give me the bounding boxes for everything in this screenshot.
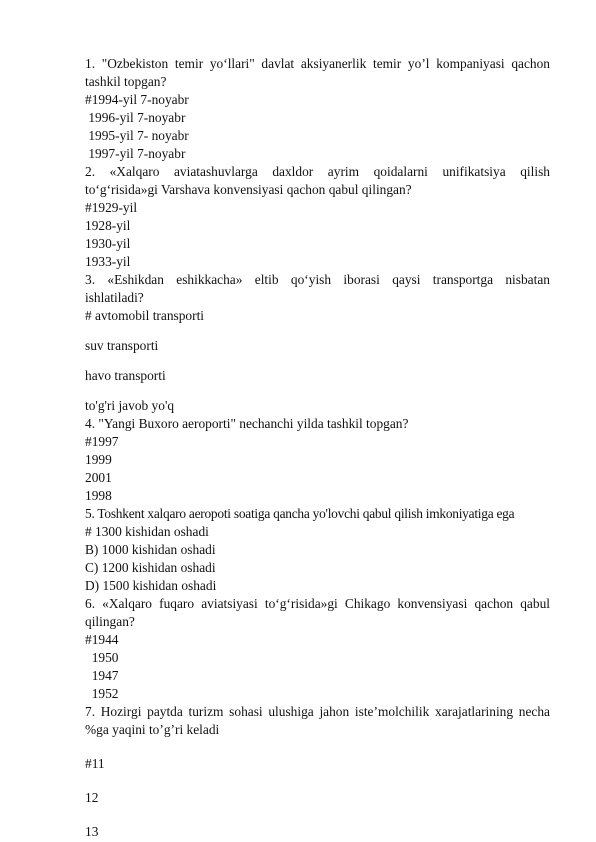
- question-2-text-cont: to‘g‘risida»gi Varshava konvensiyasi qachon qabul qilingan?: [85, 182, 412, 197]
- answer-line: 1995-yil 7- noyabr: [85, 128, 189, 143]
- answer-line: 1952: [85, 686, 119, 701]
- answer-line: #1997: [85, 434, 119, 449]
- answer-line: B) 1000 kishidan oshadi: [85, 542, 216, 557]
- answer-line: 12: [85, 790, 99, 805]
- question-6-text-cont: qilingan?: [85, 614, 135, 629]
- answer-line: 1930-yil: [85, 236, 131, 251]
- question-2-text: 2. «Xalqaro aviatashuvlarga daxldor ayrim qoidalarni unifikatsiya qilish: [85, 164, 550, 179]
- answer-line: to'g'ri javob yo'q: [85, 398, 175, 413]
- answer-line: suv transporti: [85, 338, 159, 353]
- answer-line: # avtomobil transporti: [85, 308, 205, 323]
- answer-line: 1997-yil 7-noyabr: [85, 146, 186, 161]
- question-7-text: 7. Hozirgi paytda turizm sohasi ulushiga jahon iste’molchilik xarajatlarining necha: [85, 704, 550, 719]
- answer-line: D) 1500 kishidan oshadi: [85, 578, 217, 593]
- answer-line: 1999: [85, 452, 112, 467]
- answer-line: havo transporti: [85, 368, 166, 383]
- question-3-text: 3. «Eshikdan eshikkacha» eltib qo‘yish iborasi qaysi transportga nisbatan: [85, 272, 550, 287]
- answer-line: 1998: [85, 488, 112, 503]
- question-7-text-cont: %ga yaqini to’g’ri keladi: [85, 722, 220, 737]
- answer-line: C) 1200 kishidan oshadi: [85, 560, 216, 575]
- answer-line: 2001: [85, 470, 112, 485]
- answer-line: 13: [85, 824, 99, 839]
- answer-line: #1944: [85, 632, 119, 647]
- answer-line: 1950: [85, 650, 119, 665]
- answer-line: 1947: [85, 668, 119, 683]
- question-1-text-cont: tashkil topgan?: [85, 74, 167, 89]
- answer-line: #1994-yil 7-noyabr: [85, 92, 189, 107]
- answer-line: 1996-yil 7-noyabr: [85, 110, 186, 125]
- answer-line: # 1300 kishidan oshadi: [85, 524, 209, 539]
- answer-line: #1929-yil: [85, 200, 138, 215]
- answer-line: #11: [85, 756, 105, 771]
- question-5-text: 5. Toshkent xalqaro aeropoti soatiga qancha yo'lovchi qabul qilish imkoniyatiga ega: [85, 506, 515, 521]
- question-3-text-cont: ishlatiladi?: [85, 290, 144, 305]
- question-1-text: 1. "Ozbekiston temir yo‘llari" davlat aksiyanerlik temir yo’l kompaniyasi qachon: [85, 56, 550, 71]
- question-6-text: 6. «Xalqaro fuqaro aviatsiyasi to‘g‘risida»gi Chikago konvensiyasi qachon qabul: [85, 596, 550, 611]
- question-4-text: 4. "Yangi Buxoro aeroporti" nechanchi yilda tashkil topgan?: [85, 416, 409, 431]
- answer-line: 1933-yil: [85, 254, 131, 269]
- answer-line: 1928-yil: [85, 218, 131, 233]
